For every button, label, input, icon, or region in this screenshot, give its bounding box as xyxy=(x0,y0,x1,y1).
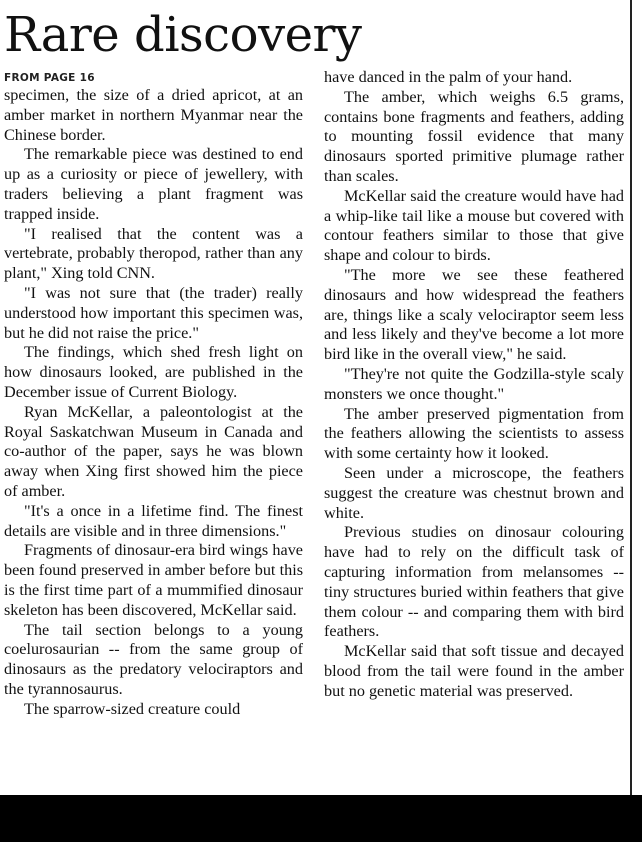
paragraph: The amber, which weighs 6.5 grams, contains bone fragments and feathers, adding to mounting fossil evidence that many dinosaurs sported primitive plumage rather than scales. xyxy=(324,87,624,185)
paragraph: The remarkable piece was destined to end up as a curiosity or piece of jewellery, with traders believing a plant fragment was trapped inside. xyxy=(4,145,303,223)
paragraph: "It's a once in a lifetime find. The finest details are visible and in three dimensions." xyxy=(4,501,303,540)
column-rule xyxy=(630,0,642,795)
paragraph: Ryan McKellar, a paleontologist at the Royal Saskatchwan Museum in Canada and co-author of the paper, says he was blown away when Xing first showed him the piece of amber. xyxy=(4,402,303,500)
article-column-left xyxy=(4,70,303,720)
paragraph: McKellar said the creature would have had a whip-like tail like a mouse but covered with contour feathers similar to those that give shape and colour to birds. xyxy=(324,186,624,265)
paragraph: The findings, which shed fresh light on how dinosaurs looked, are published in the December issue of Current Biology. xyxy=(4,343,303,401)
paragraph: "I realised that the content was a vertebrate, probably theropod, rather than any plant," Xing told CNN. xyxy=(4,224,303,283)
paragraph: Seen under a microscope, the feathers suggest the creature was chestnut brown and white. xyxy=(324,463,624,522)
paragraph: "They're not quite the Godzilla-style scaly monsters we once thought." xyxy=(324,364,624,403)
paragraph: Fragments of dinosaur-era bird wings have been found preserved in amber before but this is the first time part of a mummified dinosaur skeleton has been discovered, McKellar said. xyxy=(4,541,303,619)
paragraph: The tail section belongs to a young coelurosaurian -- from the same group of dinosaurs as the predatory velociraptors and the tyrannosaurus. xyxy=(4,620,303,698)
paragraph: have danced in the palm of your hand. xyxy=(324,68,573,86)
paragraph: "I was not sure that (the trader) really understood how important this specimen was, but he did not raise the price." xyxy=(4,283,303,342)
paragraph: The sparrow-sized creature could xyxy=(24,699,241,718)
headline: Rare discovery xyxy=(4,7,362,63)
paragraph: Previous studies on dinosaur colouring have had to rely on the difficult task of capturing information from melansomes -- tiny structures buried within feathers that give them colour -- and comparing them with bird feathers. xyxy=(324,523,624,641)
paragraph: specimen, the size of a dried apricot, at an amber market in northern Myanmar near the Chinese border. xyxy=(4,86,303,144)
article-column-right xyxy=(324,68,624,702)
paragraph: "The more we see these feathered dinosaurs and how widespread the feathers are, things like a scaly velociraptor seem less and less likely and they've become a lot more bird like in the overall view," he said. xyxy=(324,265,624,364)
paragraph: The amber preserved pigmentation from the feathers allowing the scientists to assess with some certainty how it looked. xyxy=(324,404,624,463)
paragraph: McKellar said that soft tissue and decayed blood from the tail were found in the amber but no genetic material was preserved. xyxy=(324,642,624,700)
continuation-kicker: FROM PAGE 16 xyxy=(4,72,95,84)
